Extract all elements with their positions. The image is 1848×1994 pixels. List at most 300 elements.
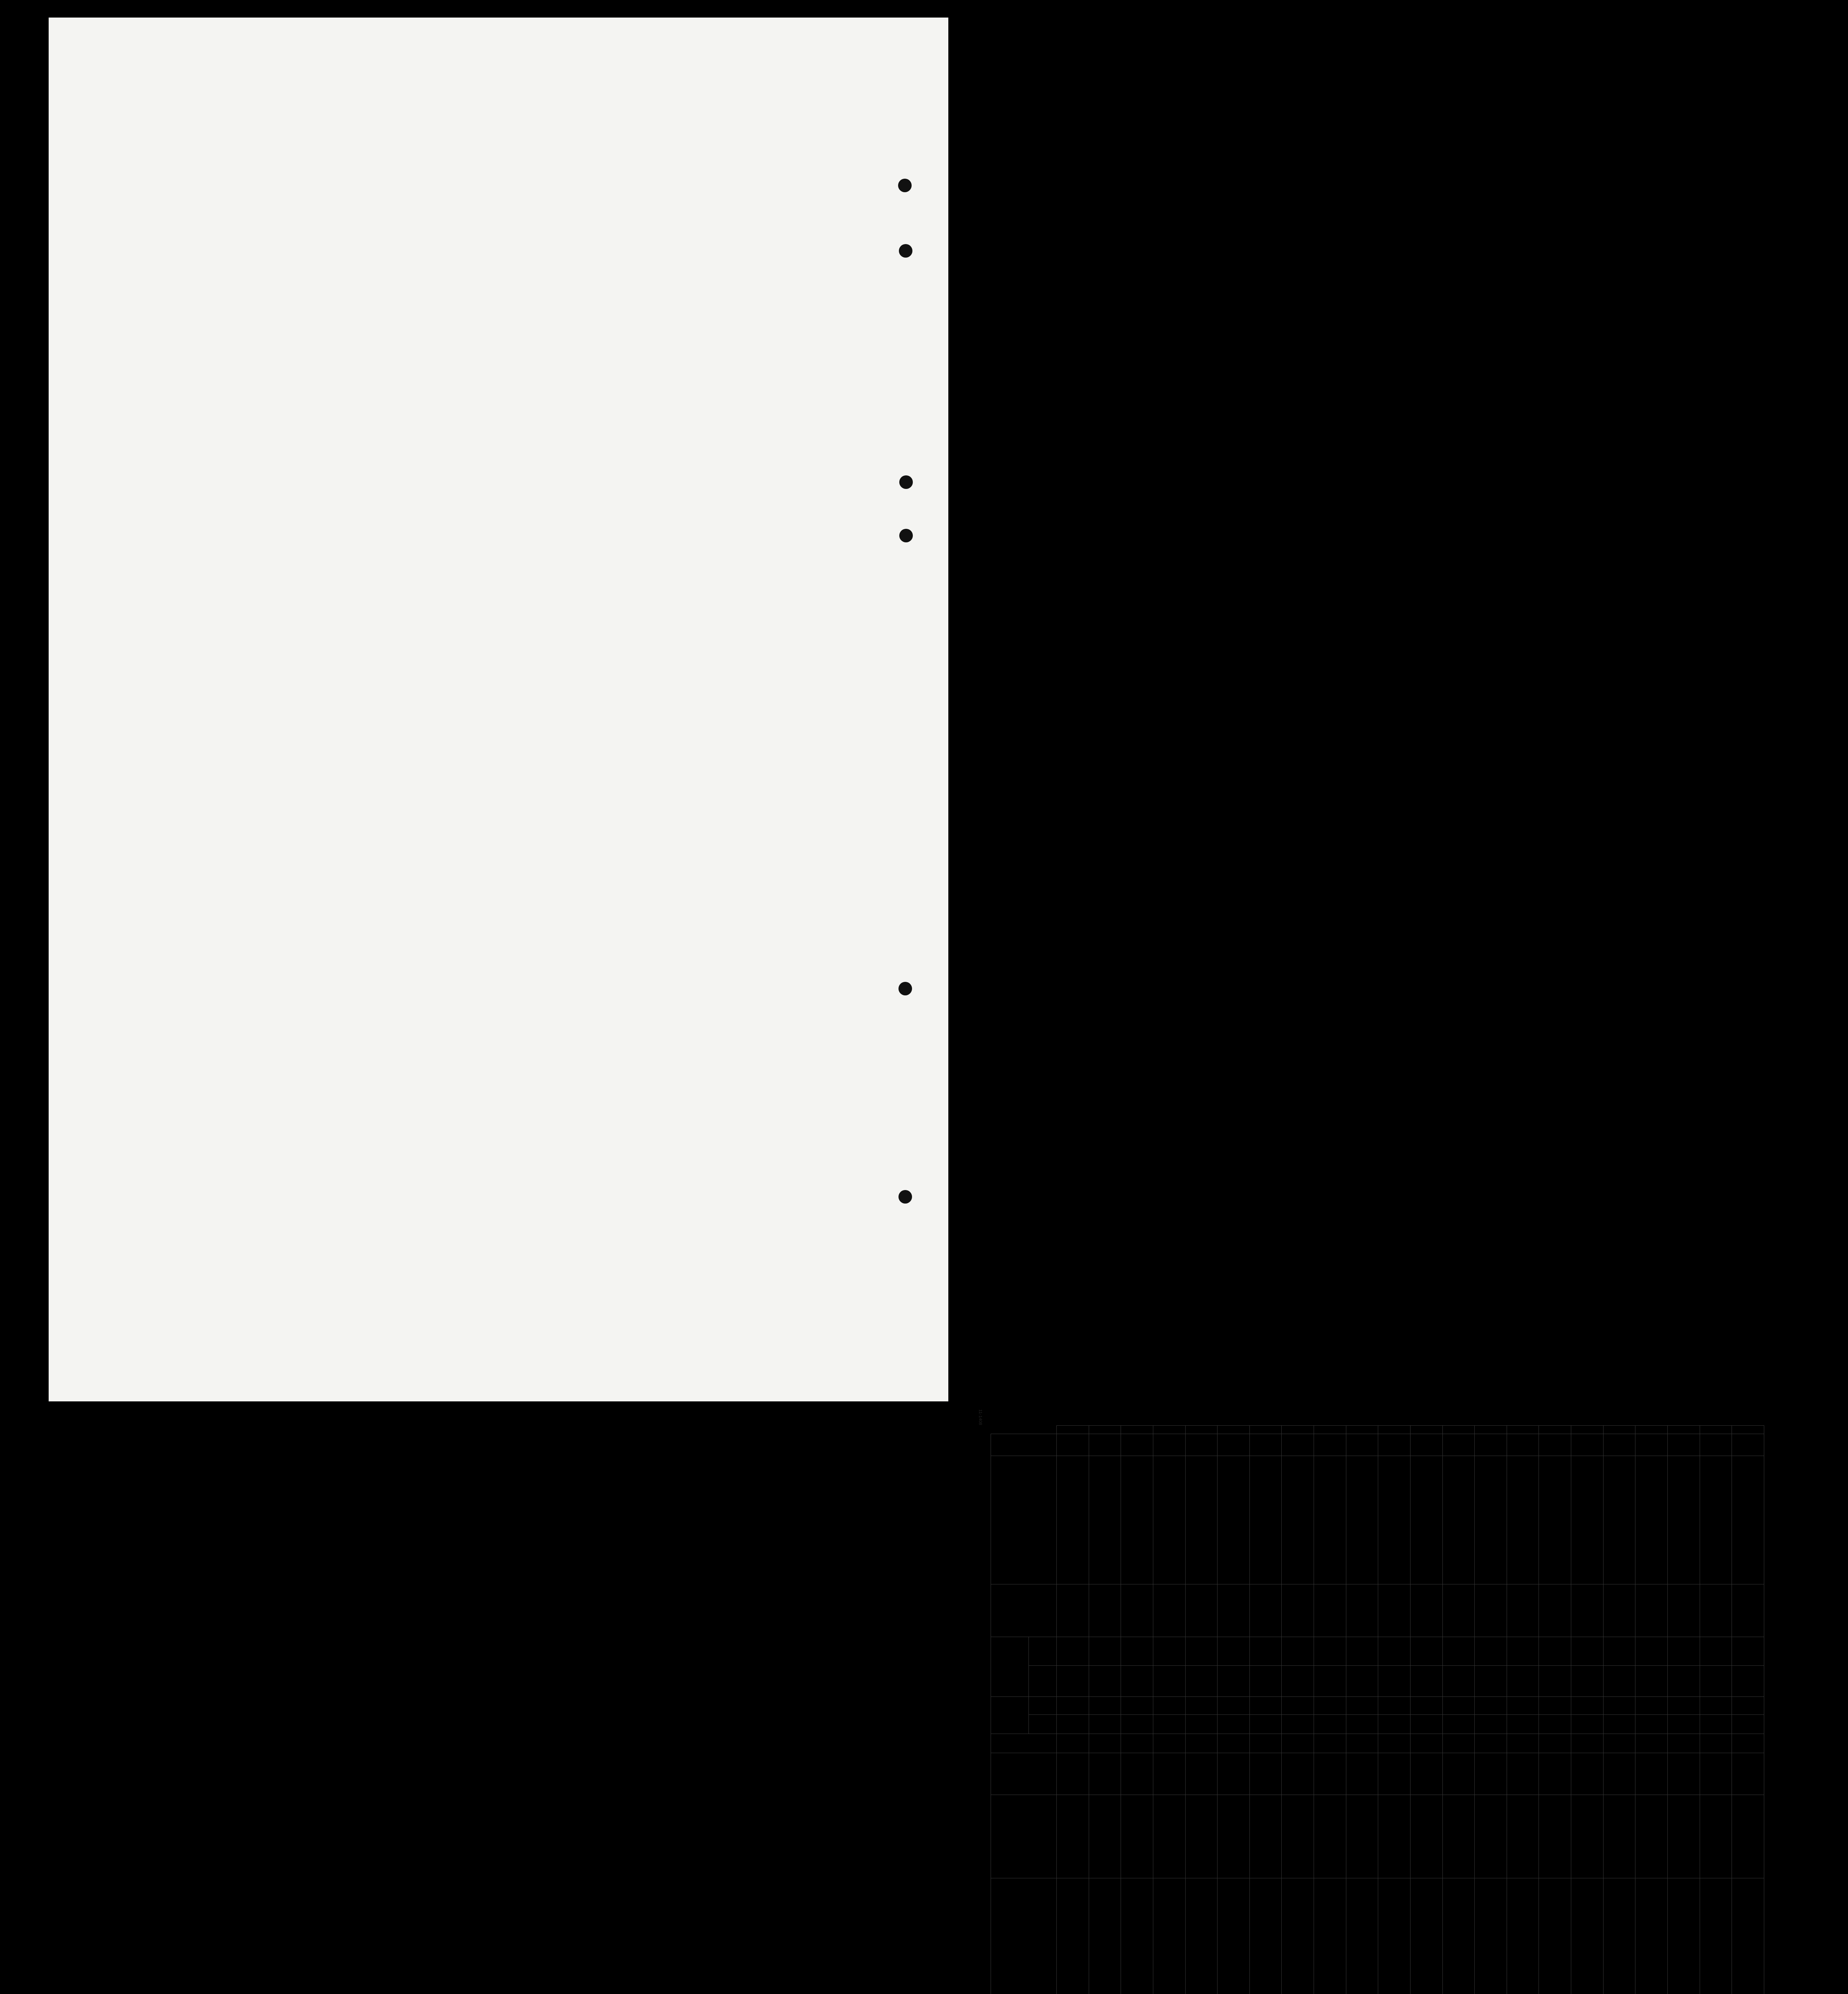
table-cell[interactable] bbox=[1185, 1753, 1218, 1795]
line-number-right: 49 bbox=[1378, 1426, 1411, 1434]
table-cell[interactable] bbox=[1249, 1584, 1282, 1637]
punch-hole bbox=[898, 982, 912, 995]
table-cell[interactable] bbox=[1700, 1637, 1732, 1666]
table-cell[interactable] bbox=[1571, 1456, 1604, 1584]
table-cell[interactable] bbox=[1153, 1753, 1185, 1795]
table-cell[interactable] bbox=[1378, 1753, 1411, 1795]
table-cell[interactable] bbox=[1057, 1434, 1089, 1456]
table-cell[interactable] bbox=[1218, 1753, 1250, 1795]
table-cell[interactable] bbox=[1410, 1795, 1442, 1878]
table-cell[interactable] bbox=[1378, 1456, 1411, 1584]
table-cell[interactable] bbox=[1539, 1753, 1571, 1795]
table-cell[interactable] bbox=[1378, 1795, 1411, 1878]
table-cell[interactable] bbox=[1507, 1734, 1539, 1753]
table-cell[interactable] bbox=[1378, 1734, 1411, 1753]
table-cell[interactable] bbox=[1410, 1697, 1442, 1714]
punch-hole bbox=[898, 179, 912, 192]
table-cell[interactable] bbox=[1185, 1734, 1218, 1753]
line-number-right: 46 bbox=[1282, 1426, 1314, 1434]
table-cell[interactable] bbox=[1314, 1878, 1346, 1994]
table-cell[interactable] bbox=[1539, 1637, 1571, 1666]
table-cell[interactable] bbox=[1475, 1637, 1507, 1666]
table-cell[interactable] bbox=[1185, 1878, 1218, 1994]
table-cell[interactable] bbox=[1153, 1584, 1185, 1637]
table-cell[interactable] bbox=[1057, 1637, 1089, 1666]
table-cell[interactable] bbox=[1507, 1714, 1539, 1734]
table-cell[interactable] bbox=[1732, 1666, 1764, 1697]
table-cell[interactable] bbox=[1218, 1456, 1250, 1584]
table-cell[interactable] bbox=[1507, 1666, 1539, 1697]
table-cell[interactable] bbox=[1185, 1434, 1218, 1456]
table-cell[interactable] bbox=[1121, 1753, 1153, 1795]
table-cell[interactable] bbox=[1410, 1753, 1442, 1795]
table-cell[interactable] bbox=[1057, 1795, 1089, 1878]
table-cell[interactable] bbox=[1121, 1637, 1153, 1666]
table-cell[interactable] bbox=[1121, 1584, 1153, 1637]
line-number-right: 60 bbox=[1732, 1426, 1764, 1434]
table-row bbox=[1700, 1426, 1732, 1994]
table-cell[interactable] bbox=[1314, 1753, 1346, 1795]
table-cell[interactable] bbox=[1667, 1753, 1700, 1795]
table-cell[interactable] bbox=[1603, 1456, 1635, 1584]
table-cell[interactable] bbox=[1218, 1697, 1250, 1714]
table-cell[interactable] bbox=[1539, 1584, 1571, 1637]
table-cell[interactable] bbox=[1089, 1753, 1121, 1795]
table-cell[interactable] bbox=[1153, 1795, 1185, 1878]
line-number-right: 58 bbox=[1667, 1426, 1700, 1434]
table-cell[interactable] bbox=[1346, 1753, 1378, 1795]
header-citizen: CITIZEN OR SUBJECT OF bbox=[991, 1753, 1057, 1795]
table-cell[interactable] bbox=[1153, 1697, 1185, 1714]
table-cell[interactable] bbox=[1282, 1637, 1314, 1666]
table-cell[interactable] bbox=[1218, 1795, 1250, 1878]
table-cell[interactable] bbox=[1282, 1714, 1314, 1734]
table-cell[interactable] bbox=[1249, 1795, 1282, 1878]
table-cell[interactable] bbox=[1442, 1795, 1475, 1878]
table-cell[interactable] bbox=[1057, 1456, 1089, 1584]
table-cell[interactable] bbox=[1732, 1637, 1764, 1666]
table-cell[interactable] bbox=[1121, 1456, 1153, 1584]
header-height: HEIGHT bbox=[991, 1697, 1029, 1734]
table-cell[interactable] bbox=[1282, 1878, 1314, 1994]
table-cell[interactable] bbox=[1249, 1734, 1282, 1753]
table-cell[interactable] bbox=[1282, 1456, 1314, 1584]
table-cell[interactable] bbox=[1121, 1666, 1153, 1697]
table-cell[interactable] bbox=[1314, 1795, 1346, 1878]
table-cell[interactable] bbox=[1475, 1666, 1507, 1697]
table-cell[interactable] bbox=[1732, 1795, 1764, 1878]
line-number-right: 47 bbox=[1314, 1426, 1346, 1434]
table-cell[interactable] bbox=[1700, 1434, 1732, 1456]
table-cell[interactable] bbox=[1571, 1878, 1604, 1994]
line-number-right: 45 bbox=[1249, 1426, 1282, 1434]
table-cell[interactable] bbox=[1282, 1666, 1314, 1697]
table-cell[interactable] bbox=[1089, 1734, 1121, 1753]
table-cell[interactable] bbox=[1378, 1637, 1411, 1666]
table-cell[interactable] bbox=[1218, 1878, 1250, 1994]
table-cell[interactable] bbox=[1635, 1795, 1668, 1878]
table-row bbox=[1732, 1426, 1764, 1994]
table-cell[interactable] bbox=[1282, 1697, 1314, 1714]
line-number-right: 40 bbox=[1089, 1426, 1121, 1434]
table-cell[interactable] bbox=[1249, 1878, 1282, 1994]
table-cell[interactable] bbox=[1218, 1666, 1250, 1697]
line-number-right: 53 bbox=[1507, 1426, 1539, 1434]
table-cell[interactable] bbox=[1314, 1734, 1346, 1753]
table-cell[interactable] bbox=[1475, 1456, 1507, 1584]
table-cell[interactable] bbox=[1282, 1434, 1314, 1456]
table-cell[interactable] bbox=[1539, 1878, 1571, 1994]
table-cell[interactable] bbox=[1700, 1878, 1732, 1994]
table-cell[interactable] bbox=[1571, 1434, 1604, 1456]
table-cell[interactable] bbox=[1603, 1734, 1635, 1753]
table-cell[interactable] bbox=[1667, 1734, 1700, 1753]
table-cell[interactable] bbox=[1603, 1878, 1635, 1994]
table-cell[interactable] bbox=[1346, 1795, 1378, 1878]
table-cell[interactable] bbox=[1700, 1795, 1732, 1878]
table-cell[interactable] bbox=[1121, 1434, 1153, 1456]
table-cell[interactable] bbox=[1507, 1753, 1539, 1795]
line-number-right: 52 bbox=[1475, 1426, 1507, 1434]
table-cell[interactable] bbox=[1089, 1714, 1121, 1734]
header-age: AGE bbox=[991, 1734, 1057, 1753]
table-cell[interactable] bbox=[1571, 1734, 1604, 1753]
table-cell[interactable] bbox=[1185, 1456, 1218, 1584]
table-cell[interactable] bbox=[1346, 1666, 1378, 1697]
table-cell[interactable] bbox=[1667, 1795, 1700, 1878]
table-cell[interactable] bbox=[1442, 1878, 1475, 1994]
table-cell[interactable] bbox=[1539, 1666, 1571, 1697]
header-name-of-seaman: NAME OF SEAMAN bbox=[991, 1878, 1057, 1994]
table-cell[interactable] bbox=[1667, 1878, 1700, 1994]
table-cell[interactable] bbox=[1571, 1666, 1604, 1697]
table-cell[interactable] bbox=[1475, 1434, 1507, 1456]
crew-table-section bbox=[948, 1401, 1848, 1994]
line-number-right: 43 bbox=[1185, 1426, 1218, 1434]
table-cell[interactable] bbox=[1314, 1456, 1346, 1584]
table-cell[interactable] bbox=[1700, 1666, 1732, 1697]
table-cell[interactable] bbox=[1378, 1434, 1411, 1456]
line-number-right: 56 bbox=[1603, 1426, 1635, 1434]
table-cell[interactable] bbox=[1475, 1584, 1507, 1637]
table-cell[interactable] bbox=[1700, 1753, 1732, 1795]
table-cell[interactable] bbox=[1185, 1795, 1218, 1878]
table-cell[interactable] bbox=[1218, 1434, 1250, 1456]
table-cell[interactable] bbox=[1442, 1666, 1475, 1697]
table-cell[interactable] bbox=[1475, 1753, 1507, 1795]
table-cell[interactable] bbox=[1507, 1795, 1539, 1878]
header-complexion: Com- plexion bbox=[1029, 1666, 1057, 1697]
table-cell[interactable] bbox=[1603, 1434, 1635, 1456]
table-cell[interactable] bbox=[1089, 1666, 1121, 1697]
table-cell[interactable] bbox=[1667, 1666, 1700, 1697]
table-cell[interactable] bbox=[1571, 1714, 1604, 1734]
line-number-right: 41 bbox=[1121, 1426, 1153, 1434]
table-cell[interactable] bbox=[1603, 1714, 1635, 1734]
table-cell[interactable] bbox=[1635, 1753, 1668, 1795]
header-next-of-kin: NAME AND ADDRESS OF NEXT OF KIN bbox=[991, 1456, 1057, 1584]
table-cell[interactable] bbox=[1121, 1697, 1153, 1714]
line-number-right: 54 bbox=[1539, 1426, 1571, 1434]
crew-list-form-page bbox=[49, 18, 948, 1401]
table-cell[interactable] bbox=[1218, 1714, 1250, 1734]
table-row bbox=[1667, 1426, 1700, 1994]
table-cell[interactable] bbox=[1314, 1434, 1346, 1456]
table-cell[interactable] bbox=[1346, 1637, 1378, 1666]
table-cell[interactable] bbox=[1635, 1734, 1668, 1753]
table-cell[interactable] bbox=[1185, 1584, 1218, 1637]
header-capacity: CAPACITY bbox=[991, 1584, 1057, 1637]
table-cell[interactable] bbox=[1732, 1753, 1764, 1795]
table-cell[interactable] bbox=[1442, 1753, 1475, 1795]
table-cell[interactable] bbox=[1153, 1714, 1185, 1734]
table-cell[interactable] bbox=[1218, 1584, 1250, 1637]
table-cell[interactable] bbox=[1218, 1637, 1250, 1666]
table-cell[interactable] bbox=[1089, 1795, 1121, 1878]
table-cell[interactable] bbox=[1635, 1697, 1668, 1714]
table-cell[interactable] bbox=[1410, 1584, 1442, 1637]
table-row bbox=[1410, 1426, 1442, 1994]
table-cell[interactable] bbox=[1635, 1714, 1668, 1734]
table-cell[interactable] bbox=[1057, 1734, 1089, 1753]
table-row bbox=[1475, 1426, 1507, 1994]
table-cell[interactable] bbox=[1732, 1697, 1764, 1714]
table-cell[interactable] bbox=[1603, 1666, 1635, 1697]
table-cell[interactable] bbox=[1635, 1878, 1668, 1994]
table-cell[interactable] bbox=[1249, 1714, 1282, 1734]
table-cell[interactable] bbox=[1249, 1666, 1282, 1697]
line-number-right: 59 bbox=[1700, 1426, 1732, 1434]
line-number-right: 50 bbox=[1410, 1426, 1442, 1434]
table-cell[interactable] bbox=[1121, 1714, 1153, 1734]
punch-hole bbox=[899, 244, 912, 258]
table-cell[interactable] bbox=[1314, 1714, 1346, 1734]
table-cell[interactable] bbox=[1346, 1878, 1378, 1994]
table-cell[interactable] bbox=[1539, 1795, 1571, 1878]
table-cell[interactable] bbox=[1667, 1456, 1700, 1584]
table-cell[interactable] bbox=[1700, 1714, 1732, 1734]
table-cell[interactable] bbox=[1667, 1697, 1700, 1714]
table-cell[interactable] bbox=[1507, 1584, 1539, 1637]
table-cell[interactable] bbox=[1507, 1434, 1539, 1456]
table-cell[interactable] bbox=[1057, 1753, 1089, 1795]
table-cell[interactable] bbox=[1571, 1795, 1604, 1878]
table-cell[interactable] bbox=[1667, 1637, 1700, 1666]
table-cell[interactable] bbox=[1410, 1714, 1442, 1734]
table-row bbox=[1249, 1426, 1282, 1994]
table-cell[interactable] bbox=[1057, 1714, 1089, 1734]
header-inches: In. bbox=[1029, 1697, 1057, 1714]
table-cell[interactable] bbox=[1378, 1714, 1411, 1734]
table-cell[interactable] bbox=[1282, 1734, 1314, 1753]
table-cell[interactable] bbox=[1282, 1795, 1314, 1878]
table-cell[interactable] bbox=[1571, 1637, 1604, 1666]
table-cell[interactable] bbox=[1539, 1434, 1571, 1456]
table-row bbox=[1571, 1426, 1604, 1994]
table-cell[interactable] bbox=[1314, 1697, 1346, 1714]
table-cell[interactable] bbox=[1185, 1637, 1218, 1666]
table-cell[interactable] bbox=[1507, 1697, 1539, 1714]
table-row bbox=[1057, 1426, 1089, 1994]
table-row bbox=[1153, 1426, 1185, 1994]
table-cell[interactable] bbox=[1089, 1434, 1121, 1456]
table-cell[interactable] bbox=[1507, 1456, 1539, 1584]
table-cell[interactable] bbox=[1539, 1734, 1571, 1753]
table-cell[interactable] bbox=[1346, 1584, 1378, 1637]
table-cell[interactable] bbox=[1571, 1584, 1604, 1637]
table-row bbox=[1185, 1426, 1218, 1994]
table-cell[interactable] bbox=[1057, 1584, 1089, 1637]
table-cell[interactable] bbox=[1185, 1714, 1218, 1734]
table-cell[interactable] bbox=[1571, 1697, 1604, 1714]
table-cell[interactable] bbox=[1089, 1697, 1121, 1714]
table-cell[interactable] bbox=[1057, 1878, 1089, 1994]
table-cell[interactable] bbox=[1475, 1714, 1507, 1734]
table-cell[interactable] bbox=[1410, 1878, 1442, 1994]
table-cell[interactable] bbox=[1378, 1697, 1411, 1714]
table-cell[interactable] bbox=[1410, 1456, 1442, 1584]
table-cell[interactable] bbox=[1700, 1584, 1732, 1637]
table-cell[interactable] bbox=[1153, 1637, 1185, 1666]
table-cell[interactable] bbox=[1346, 1434, 1378, 1456]
table-cell[interactable] bbox=[1603, 1753, 1635, 1795]
table-cell[interactable] bbox=[1539, 1697, 1571, 1714]
table-cell[interactable] bbox=[1635, 1637, 1668, 1666]
table-cell[interactable] bbox=[1314, 1584, 1346, 1637]
table-cell[interactable] bbox=[1410, 1434, 1442, 1456]
table-cell[interactable] bbox=[1635, 1456, 1668, 1584]
table-cell[interactable] bbox=[1314, 1666, 1346, 1697]
table-cell[interactable] bbox=[1442, 1456, 1475, 1584]
table-cell[interactable] bbox=[1378, 1878, 1411, 1994]
table-cell[interactable] bbox=[1603, 1584, 1635, 1637]
table-row bbox=[1121, 1426, 1153, 1994]
table-row bbox=[1378, 1426, 1411, 1994]
table-cell[interactable] bbox=[1732, 1714, 1764, 1734]
table-cell[interactable] bbox=[1057, 1697, 1089, 1714]
table-cell[interactable] bbox=[1700, 1456, 1732, 1584]
punch-hole bbox=[898, 1190, 912, 1204]
table-cell[interactable] bbox=[1571, 1753, 1604, 1795]
line-number-right: 42 bbox=[1153, 1426, 1185, 1434]
table-cell[interactable] bbox=[1732, 1878, 1764, 1994]
table-cell[interactable] bbox=[1089, 1456, 1121, 1584]
table-cell[interactable] bbox=[1667, 1714, 1700, 1734]
table-cell[interactable] bbox=[1314, 1637, 1346, 1666]
table-cell[interactable] bbox=[1121, 1734, 1153, 1753]
line-number-right: 57 bbox=[1635, 1426, 1668, 1434]
table-cell[interactable] bbox=[1442, 1584, 1475, 1637]
table-cell[interactable] bbox=[1410, 1637, 1442, 1666]
table-cell[interactable] bbox=[1732, 1734, 1764, 1753]
table-cell[interactable] bbox=[1249, 1434, 1282, 1456]
table-cell[interactable] bbox=[1732, 1434, 1764, 1456]
table-cell[interactable] bbox=[1603, 1795, 1635, 1878]
table-cell[interactable] bbox=[1475, 1878, 1507, 1994]
table-cell[interactable] bbox=[1121, 1878, 1153, 1994]
table-cell[interactable] bbox=[1442, 1734, 1475, 1753]
table-cell[interactable] bbox=[1442, 1434, 1475, 1456]
table-cell[interactable] bbox=[1346, 1714, 1378, 1734]
table-code: 11-1408 bbox=[978, 1409, 983, 1425]
table-row bbox=[1089, 1426, 1121, 1994]
table-cell[interactable] bbox=[1507, 1878, 1539, 1994]
table-cell[interactable] bbox=[1442, 1637, 1475, 1666]
table-cell[interactable] bbox=[1603, 1637, 1635, 1666]
table-cell[interactable] bbox=[1539, 1456, 1571, 1584]
table-cell[interactable] bbox=[1153, 1734, 1185, 1753]
line-number-right: 55 bbox=[1571, 1426, 1604, 1434]
table-cell[interactable] bbox=[1218, 1734, 1250, 1753]
table-cell[interactable] bbox=[1089, 1637, 1121, 1666]
table-cell[interactable] bbox=[1410, 1666, 1442, 1697]
table-cell[interactable] bbox=[1732, 1456, 1764, 1584]
table-cell[interactable] bbox=[1249, 1637, 1282, 1666]
table-row bbox=[1314, 1426, 1346, 1994]
table-cell[interactable] bbox=[1089, 1878, 1121, 1994]
punch-hole bbox=[899, 475, 913, 489]
table-cell[interactable] bbox=[1346, 1697, 1378, 1714]
punch-hole bbox=[899, 529, 913, 542]
table-cell[interactable] bbox=[1635, 1666, 1668, 1697]
table-cell[interactable] bbox=[1475, 1734, 1507, 1753]
table-cell[interactable] bbox=[1282, 1584, 1314, 1637]
table-cell[interactable] bbox=[1667, 1584, 1700, 1637]
table-cell[interactable] bbox=[1635, 1434, 1668, 1456]
table-cell[interactable] bbox=[1121, 1795, 1153, 1878]
table-cell[interactable] bbox=[1089, 1584, 1121, 1637]
table-cell[interactable] bbox=[1442, 1714, 1475, 1734]
table-cell[interactable] bbox=[1410, 1734, 1442, 1753]
table-cell[interactable] bbox=[1732, 1584, 1764, 1637]
line-number-right: 44 bbox=[1218, 1426, 1250, 1434]
line-number-right: 51 bbox=[1442, 1426, 1475, 1434]
table-cell[interactable] bbox=[1378, 1666, 1411, 1697]
crew-table bbox=[991, 1425, 1764, 1994]
table-cell[interactable] bbox=[1249, 1456, 1282, 1584]
table-cell[interactable] bbox=[1346, 1456, 1378, 1584]
table-cell[interactable] bbox=[1249, 1753, 1282, 1795]
table-cell[interactable] bbox=[1507, 1637, 1539, 1666]
table-cell[interactable] bbox=[1378, 1584, 1411, 1637]
table-cell[interactable] bbox=[1153, 1434, 1185, 1456]
header-feet: Feet bbox=[1029, 1714, 1057, 1734]
table-row bbox=[1635, 1426, 1668, 1994]
table-cell[interactable] bbox=[1153, 1456, 1185, 1584]
header-line-no-right: LINE No. bbox=[991, 1434, 1057, 1456]
table-cell[interactable] bbox=[1603, 1697, 1635, 1714]
table-cell[interactable] bbox=[1153, 1666, 1185, 1697]
table-cell[interactable] bbox=[1475, 1795, 1507, 1878]
table-cell[interactable] bbox=[1249, 1697, 1282, 1714]
table-cell[interactable] bbox=[1153, 1878, 1185, 1994]
table-cell[interactable] bbox=[1475, 1697, 1507, 1714]
line-number-right: 39 bbox=[1057, 1426, 1089, 1434]
table-cell[interactable] bbox=[1539, 1714, 1571, 1734]
table-cell[interactable] bbox=[1700, 1697, 1732, 1714]
table-row bbox=[1346, 1426, 1378, 1994]
table-cell[interactable] bbox=[1667, 1434, 1700, 1456]
table-cell[interactable] bbox=[1635, 1584, 1668, 1637]
table-cell[interactable] bbox=[1346, 1734, 1378, 1753]
table-cell[interactable] bbox=[1057, 1666, 1089, 1697]
table-cell[interactable] bbox=[1700, 1734, 1732, 1753]
table-cell[interactable] bbox=[1442, 1697, 1475, 1714]
table-cell[interactable] bbox=[1185, 1666, 1218, 1697]
table-cell[interactable] bbox=[1185, 1697, 1218, 1714]
table-row bbox=[1603, 1426, 1635, 1994]
table-cell[interactable] bbox=[1282, 1753, 1314, 1795]
